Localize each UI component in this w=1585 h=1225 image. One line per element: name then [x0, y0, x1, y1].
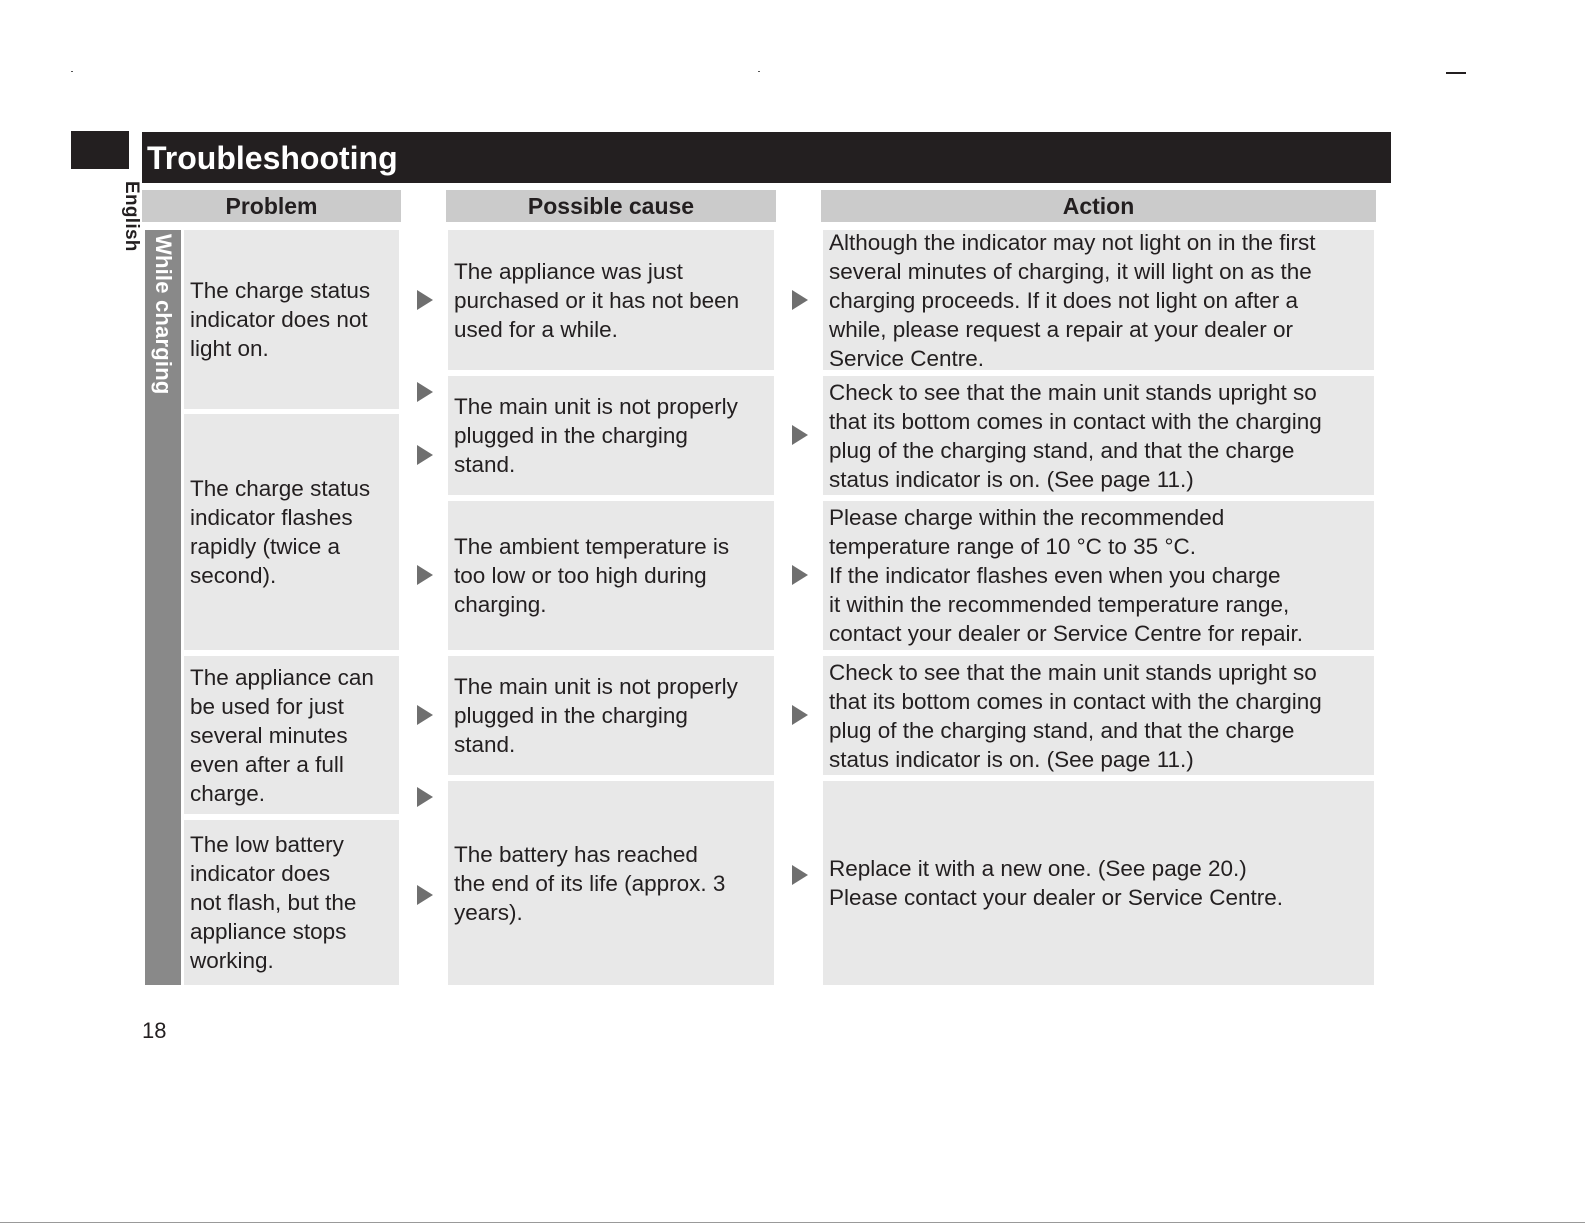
header-possible-cause: Possible cause — [446, 190, 776, 222]
arrow-right-icon — [417, 445, 433, 465]
problem-cell — [184, 230, 399, 409]
arrow-right-icon — [417, 382, 433, 402]
action-text: Replace it with a new one. (See page 20.) Please contact your dealer or Service Centre. — [829, 856, 1283, 910]
cause-text: The appliance was just purchased or it has not been used for a while. — [454, 258, 740, 342]
arrow-right-icon — [417, 290, 433, 310]
problem-text: The appliance can be used for just several minutes even after a full charge. — [190, 664, 374, 806]
crop-mark — [1446, 72, 1466, 74]
cause-cell — [448, 656, 774, 775]
header-action: Action — [821, 190, 1376, 222]
cause-cell — [448, 376, 774, 495]
cause-text: The battery has reached the end of its life (approx. 3 years). — [454, 841, 726, 925]
group-label-while-charging: While charging — [151, 234, 176, 395]
action-text: Check to see that the main unit stands upright so that its bottom comes in contact with the charging plug of the charging stand, and that the charge status indicator is on. (See page 11.) — [829, 659, 1322, 772]
action-cell — [823, 656, 1374, 775]
cause-cell — [448, 781, 774, 985]
arrow-right-icon — [417, 705, 433, 725]
header-problem: Problem — [142, 190, 401, 222]
problem-text: The low battery indicator does not flash, but the appliance stops working. — [190, 832, 357, 973]
arrow-right-icon — [417, 787, 433, 807]
action-cell — [823, 376, 1374, 495]
cause-text: The main unit is not properly plugged in the charging stand. — [454, 674, 738, 757]
problem-cell — [184, 820, 399, 985]
language-label: English — [121, 180, 142, 252]
crop-mark — [758, 71, 760, 72]
cause-cell — [448, 501, 774, 650]
section-title: Troubleshooting — [142, 132, 1391, 183]
arrow-right-icon — [417, 885, 433, 905]
cause-text: The ambient temperature is too low or too high during charging. — [454, 534, 730, 617]
action-text: Check to see that the main unit stands upright so that its bottom comes in contact with the charging plug of the charging stand, and that the charge status indicator is on. (See page 11.) — [829, 379, 1322, 492]
problem-cell — [184, 414, 399, 650]
side-tab — [71, 131, 129, 169]
arrow-right-icon — [792, 865, 808, 885]
action-text: Please charge within the recommended temperature range of 10 °C to 35 °C. If the indicator flashes even when you charge it within the recommended temperature range, contact your dealer or Service Centre for repair. — [829, 505, 1303, 646]
action-cell — [823, 501, 1374, 650]
arrow-right-icon — [792, 425, 808, 445]
arrow-right-icon — [417, 565, 433, 585]
problem-text: The charge status indicator does not light on. — [190, 278, 371, 361]
bottom-rule — [0, 1222, 1585, 1223]
action-cell — [823, 230, 1374, 370]
cause-cell — [448, 230, 774, 370]
page-number: 18 — [142, 1018, 167, 1043]
problem-text: The charge status indicator flashes rapidly (twice a second). — [190, 476, 371, 588]
problem-cell — [184, 656, 399, 814]
crop-mark — [71, 71, 73, 72]
arrow-right-icon — [792, 705, 808, 725]
action-text: Although the indicator may not light on in the first several minutes of charging, it will light on as the charging proceeds. If it does not light on after a while, please request a repair at your dealer or Service Centre. — [829, 229, 1316, 371]
action-cell — [823, 781, 1374, 985]
arrow-right-icon — [792, 565, 808, 585]
arrow-right-icon — [792, 290, 808, 310]
cause-text: The main unit is not properly plugged in the charging stand. — [454, 394, 738, 477]
